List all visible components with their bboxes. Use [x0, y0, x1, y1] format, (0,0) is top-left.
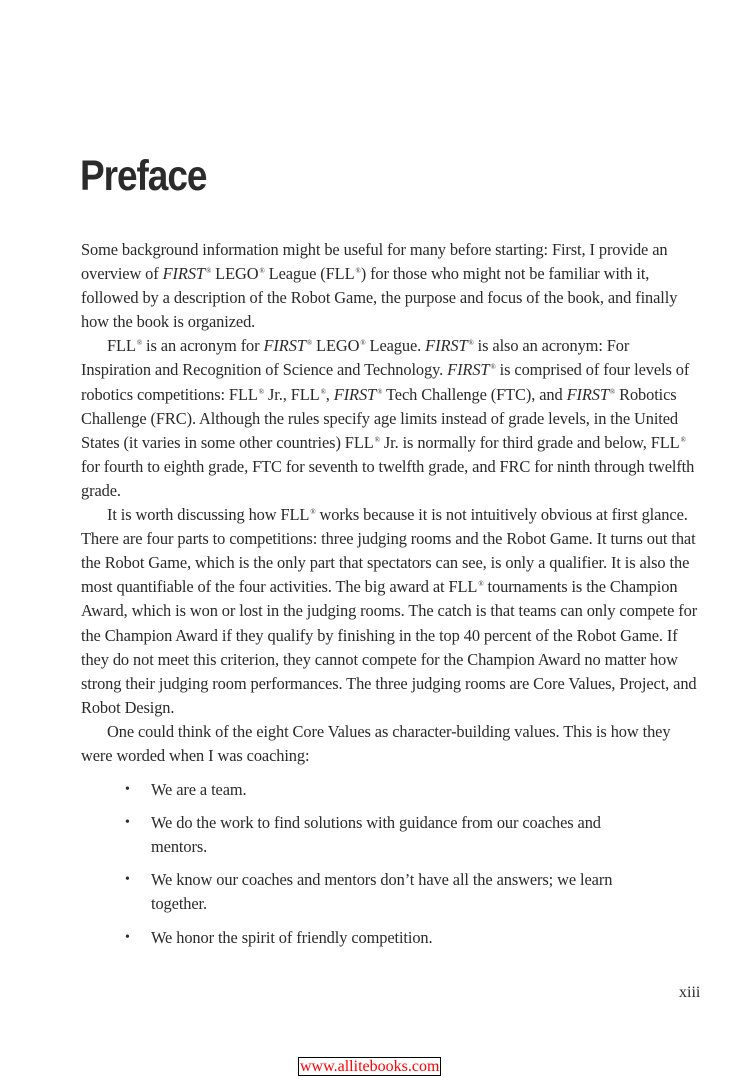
- paragraph-intro: Some background information might be useful for many before starting: First, I provide an overview of FIRST® LEGO® League (FLL®) for those who might not be familiar with it, followed by a description of the Robot Game, the purpose and focus of the book, and finally how the book is organized.: [81, 240, 678, 332]
- body-text: [81, 238, 701, 959]
- bullet-icon: •: [125, 929, 130, 945]
- list-item: • We do the work to find solutions with guidance from our coaches and mentors.: [125, 813, 601, 857]
- paragraph-core-values: One could think of the eight Core Values as character-building values. This is how they were worded when I was coaching:: [81, 721, 671, 765]
- bullet-icon: •: [125, 782, 130, 798]
- bullet-icon: •: [125, 815, 130, 831]
- footer-website-link[interactable]: www.allitebooks.com: [300, 1058, 440, 1075]
- list-item: • We are a team.: [81, 778, 641, 802]
- bullet-icon: •: [125, 872, 130, 888]
- page-number: xiii: [679, 984, 701, 1001]
- list-item: • We know our coaches and mentors don’t have all the answers; we learn together.: [125, 870, 613, 914]
- paragraph-fll-acronym: FLL® is an acronym for FIRST® LEGO® League. FIRST® is also an acronym: For Inspiration and Recognition of Science and Technology. FIRST® is comprised of four levels of robotics competitions: FLL® Jr., FLL®, FIRST® Tech Challenge (FTC), and FIRST® Robotics Challenge (FRC). Although the rules specify age limits instead of grade levels, in the United States (it varies in some other countries) FLL® Jr. is normally for third grade and below, FLL® for fourth to eighth grade, FTC for seventh to twelfth grade, and FRC for ninth through twelfth grade.: [81, 336, 695, 500]
- paragraph-how-fll-works: It is worth discussing how FLL® works because it is not intuitively obvious at first glance. There are four parts to competitions: three judging rooms and the Robot Game. It turns out that the Robot Game, which is the only part that spectators can see, is only a qualifier. It is also the most quantifiable of the four activities. The big award at FLL® tournaments is the Champion Award, which is won or lost in the judging rooms. The catch is that teams can only compete for the Champion Award if they qualify by finishing in the top 40 percent of the Robot Game. If they do not meet this criterion, they cannot compete for the Champion Award no matter how strong their judging room performances. The three judging rooms are Core Values, Project, and Robot Design.: [81, 505, 698, 717]
- core-values-list: [81, 778, 701, 950]
- list-item: • We honor the spirit of friendly competition.: [81, 926, 641, 950]
- page-title: Preface: [80, 152, 207, 200]
